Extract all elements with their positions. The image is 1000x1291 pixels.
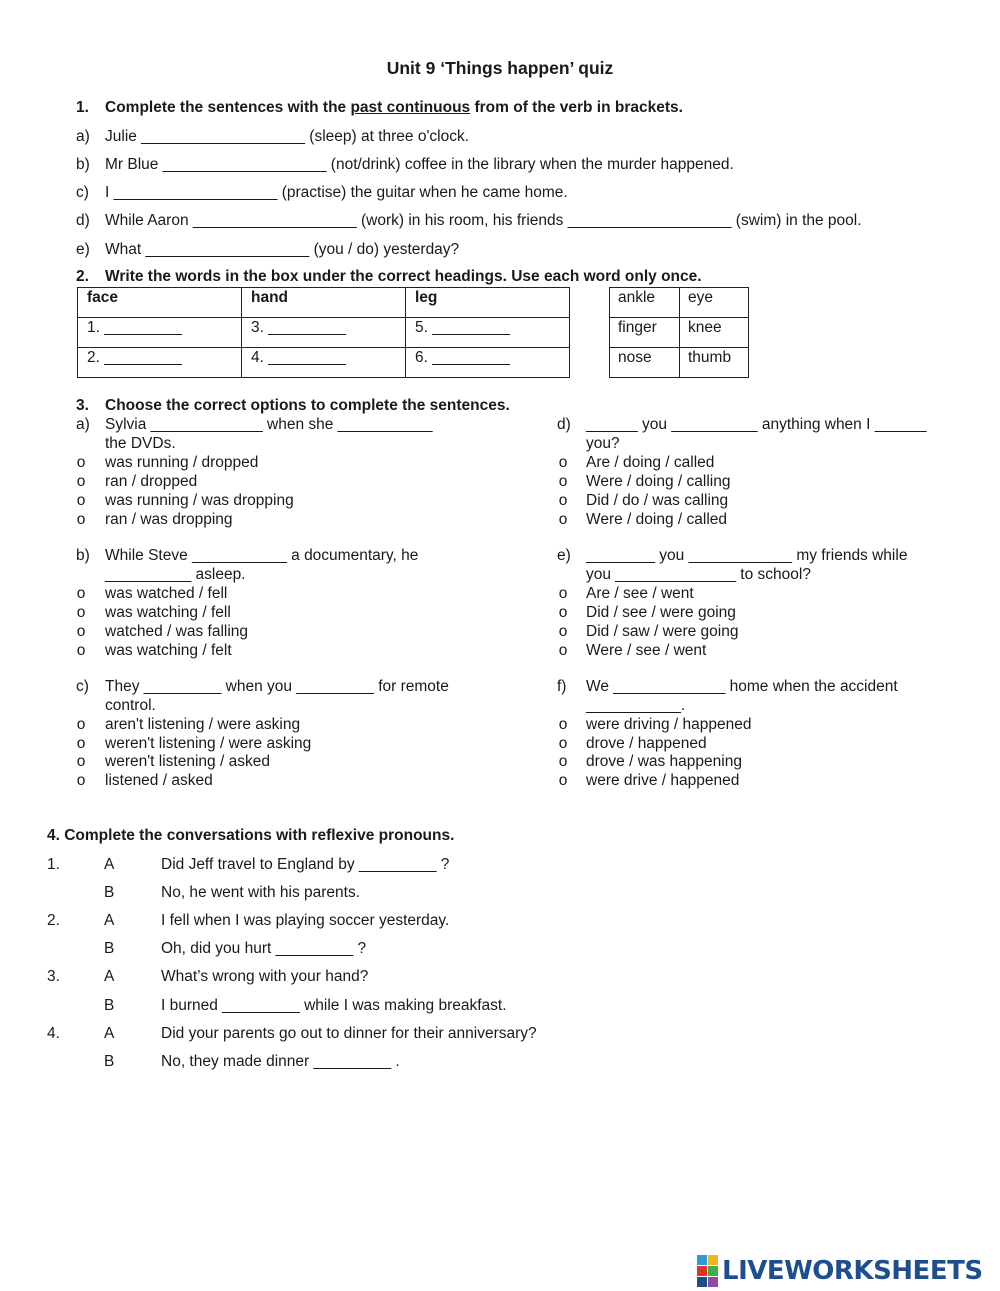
dialogue-text: No, he went with his parents. — [161, 884, 361, 901]
item-text[interactable]: I ___________________ (practise) the guitar when he came home. — [105, 184, 568, 201]
speaker-label: B — [104, 997, 115, 1014]
radio-icon[interactable]: o — [76, 454, 86, 471]
option-label[interactable]: Did / saw / were going — [586, 623, 739, 640]
radio-icon[interactable]: o — [76, 585, 86, 602]
dialogue-text[interactable]: Did Jeff travel to England by _________ ? — [161, 856, 450, 873]
option-label[interactable]: was watched / fell — [105, 585, 228, 602]
radio-icon[interactable]: o — [558, 753, 568, 770]
item-text[interactable]: Julie ___________________ (sleep) at three o'clock. — [105, 128, 470, 145]
logo-block — [697, 1255, 707, 1265]
question-label: a) — [76, 416, 90, 433]
question-line1: ______ you __________ anything when I ______ — [586, 416, 927, 433]
speaker-label: B — [104, 940, 115, 957]
question-line1: We _____________ home when the accident — [586, 678, 898, 695]
option-label[interactable]: weren't listening / were asking — [105, 735, 312, 752]
question-line2: ___________. — [586, 697, 686, 714]
word-cell: thumb — [680, 348, 749, 378]
option-label[interactable]: watched / was falling — [105, 623, 249, 640]
option-label[interactable]: was watching / fell — [105, 604, 231, 621]
question-line1: They _________ when you _________ for remote — [105, 678, 449, 695]
word-cell: nose — [610, 348, 680, 378]
option-label[interactable]: listened / asked — [105, 772, 213, 789]
radio-icon[interactable]: o — [558, 585, 568, 602]
question-line2: you? — [586, 435, 620, 452]
radio-icon[interactable]: o — [558, 735, 568, 752]
radio-icon[interactable]: o — [76, 772, 86, 789]
speaker-label: A — [104, 968, 115, 985]
option-label[interactable]: Were / doing / called — [586, 511, 728, 528]
option-label[interactable]: were driving / happened — [586, 716, 752, 733]
question-label: e) — [557, 547, 571, 564]
dialogue-text[interactable]: Oh, did you hurt _________ ? — [161, 940, 367, 957]
option-label[interactable]: ran / dropped — [105, 473, 198, 490]
option-label[interactable]: were drive / happened — [586, 772, 740, 789]
page-title: Unit 9 ‘Things happen’ quiz — [386, 58, 614, 78]
instruction-underlined: past continuous — [350, 99, 471, 116]
option-label[interactable]: Are / doing / called — [586, 454, 715, 471]
question-line2: the DVDs. — [105, 435, 176, 452]
radio-icon[interactable]: o — [558, 623, 568, 640]
logo-block — [708, 1266, 718, 1276]
answer-cell[interactable]: 2. _________ — [78, 348, 242, 378]
radio-icon[interactable]: o — [558, 772, 568, 789]
logo-blocks-icon — [697, 1255, 718, 1287]
logo-text: LIVEWORKSHEETS — [722, 1256, 983, 1286]
question-line1: Sylvia _____________ when she ___________ — [105, 416, 433, 433]
dialogue-text[interactable]: No, they made dinner _________ . — [161, 1053, 400, 1070]
question-label: c) — [76, 678, 89, 695]
instruction-suffix: from of the verb in brackets. — [470, 99, 683, 116]
radio-icon[interactable]: o — [558, 642, 568, 659]
dialogue-text[interactable]: I burned _________ while I was making breakfast. — [161, 997, 507, 1014]
radio-icon[interactable]: o — [558, 511, 568, 528]
radio-icon[interactable]: o — [76, 623, 86, 640]
item-label: c) — [76, 184, 89, 201]
radio-icon[interactable]: o — [76, 511, 86, 528]
section1-instruction — [105, 99, 683, 117]
heading-hand: hand — [242, 288, 406, 318]
conversation-number: 1. — [47, 856, 60, 873]
question-line2: you ______________ to school? — [586, 566, 811, 583]
speaker-label: B — [104, 1053, 115, 1070]
answer-cell[interactable]: 4. _________ — [242, 348, 406, 378]
section4-heading: 4. Complete the conversations with reflexive pronouns. — [47, 827, 455, 844]
logo-block — [697, 1266, 707, 1276]
radio-icon[interactable]: o — [76, 642, 86, 659]
option-label[interactable]: Were / doing / calling — [586, 473, 731, 490]
word-cell: eye — [680, 288, 749, 318]
option-label[interactable]: Did / do / was calling — [586, 492, 729, 509]
answer-cell[interactable]: 3. _________ — [242, 318, 406, 348]
conversation-number: 2. — [47, 912, 60, 929]
heading-leg: leg — [406, 288, 570, 318]
question-label: d) — [557, 416, 571, 433]
question-line1: ________ you ____________ my friends while — [586, 547, 908, 564]
question-label: b) — [76, 547, 90, 564]
radio-icon[interactable]: o — [558, 604, 568, 621]
option-label[interactable]: was running / was dropping — [105, 492, 294, 509]
radio-icon[interactable]: o — [76, 735, 86, 752]
dialogue-text: I fell when I was playing soccer yesterday. — [161, 912, 450, 929]
option-label[interactable]: weren't listening / asked — [105, 753, 270, 770]
question-line1: While Steve ___________ a documentary, he — [105, 547, 419, 564]
item-text[interactable]: While Aaron ___________________ (work) in his room, his friends ___________________ (swim) in the pool. — [105, 212, 862, 229]
dialogue-text: Did your parents go out to dinner for their anniversary? — [161, 1025, 537, 1042]
logo-block — [697, 1277, 707, 1287]
radio-icon[interactable]: o — [558, 473, 568, 490]
section2-instruction: Write the words in the box under the correct headings. Use each word only once. — [105, 268, 702, 285]
radio-icon[interactable]: o — [558, 716, 568, 733]
radio-icon[interactable]: o — [76, 473, 86, 490]
option-label[interactable]: aren't listening / were asking — [105, 716, 301, 733]
speaker-label: A — [104, 856, 115, 873]
headings-table — [77, 287, 570, 378]
radio-icon[interactable]: o — [558, 454, 568, 471]
item-label: b) — [76, 156, 90, 173]
answer-cell[interactable]: 5. _________ — [406, 318, 570, 348]
instruction-prefix: Complete the sentences with the — [105, 99, 351, 116]
option-label[interactable]: drove / was happening — [586, 753, 742, 770]
word-cell: ankle — [610, 288, 680, 318]
radio-icon[interactable]: o — [76, 716, 86, 733]
item-label: e) — [76, 241, 90, 258]
speaker-label: A — [104, 912, 115, 929]
radio-icon[interactable]: o — [76, 492, 86, 509]
section3-instruction: Choose the correct options to complete the sentences. — [105, 397, 510, 414]
speaker-label: B — [104, 884, 115, 901]
heading-face: face — [78, 288, 242, 318]
option-label[interactable]: was watching / felt — [105, 642, 232, 659]
section2-number: 2. — [76, 268, 89, 285]
option-label[interactable]: was running / dropped — [105, 454, 259, 471]
word-cell: finger — [610, 318, 680, 348]
item-text[interactable]: Mr Blue ___________________ (not/drink) coffee in the library when the murder happened. — [105, 156, 734, 173]
option-label[interactable]: Did / see / were going — [586, 604, 736, 621]
question-label: f) — [557, 678, 567, 695]
word-box — [609, 287, 749, 378]
word-cell: knee — [680, 318, 749, 348]
section1-number: 1. — [76, 99, 89, 116]
question-line2: control. — [105, 697, 156, 714]
logo-block — [708, 1255, 718, 1265]
answer-cell[interactable]: 1. _________ — [78, 318, 242, 348]
option-label[interactable]: Are / see / went — [586, 585, 694, 602]
speaker-label: A — [104, 1025, 115, 1042]
answer-cell[interactable]: 6. _________ — [406, 348, 570, 378]
logo-block — [708, 1277, 718, 1287]
radio-icon[interactable]: o — [76, 753, 86, 770]
option-label[interactable]: Were / see / went — [586, 642, 707, 659]
item-label: a) — [76, 128, 90, 145]
liveworksheets-logo — [697, 1256, 983, 1286]
radio-icon[interactable]: o — [558, 492, 568, 509]
option-label[interactable]: drove / happened — [586, 735, 707, 752]
conversation-number: 4. — [47, 1025, 60, 1042]
radio-icon[interactable]: o — [76, 604, 86, 621]
item-label: d) — [76, 212, 90, 229]
option-label[interactable]: ran / was dropping — [105, 511, 233, 528]
conversation-number: 3. — [47, 968, 60, 985]
item-text[interactable]: What ___________________ (you / do) yesterday? — [105, 241, 460, 258]
dialogue-text: What’s wrong with your hand? — [161, 968, 369, 985]
question-line2: __________ asleep. — [105, 566, 246, 583]
section3-number: 3. — [76, 397, 89, 414]
